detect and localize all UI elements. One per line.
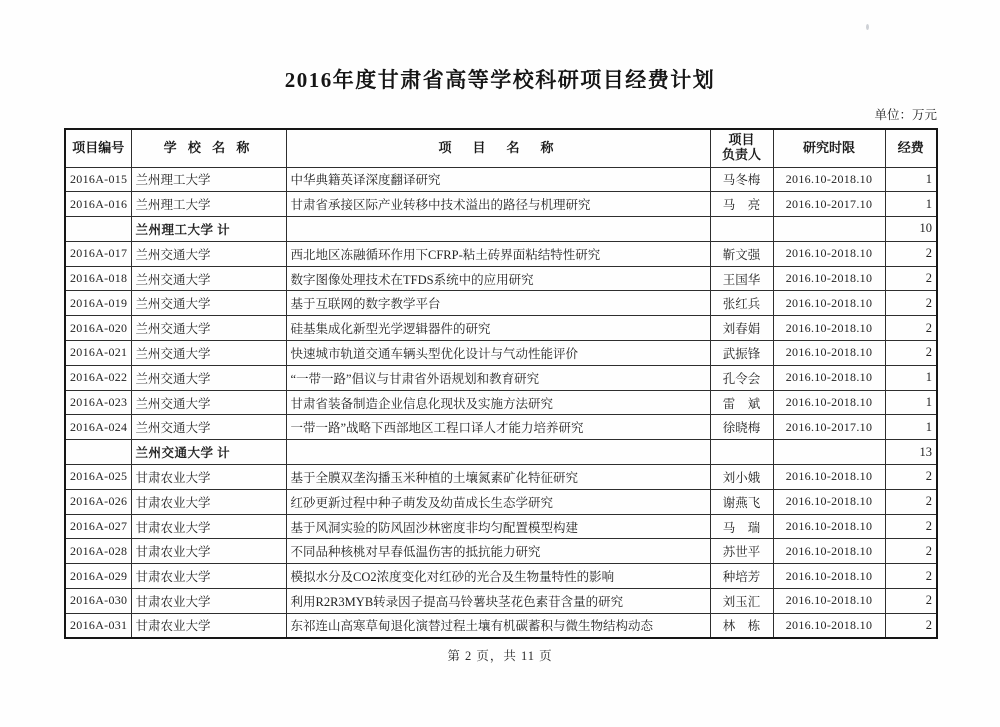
table-row	[65, 217, 937, 242]
cell-project-leader	[710, 440, 773, 465]
cell-funding: 2	[885, 465, 937, 490]
cell-research-period	[773, 440, 885, 465]
header-funding: 经费	[885, 129, 937, 167]
cell-school-name: 兰州交通大学	[131, 390, 286, 415]
cell-project-name: 西北地区冻融循环作用下CFRP-粘土砖界面粘结特性研究	[286, 241, 710, 266]
cell-project-leader: 孔令会	[710, 365, 773, 390]
cell-funding: 2	[885, 316, 937, 341]
header-project-leader-line1: 项目	[728, 132, 755, 148]
cell-project-id: 2016A-021	[65, 341, 131, 366]
table-row	[65, 539, 937, 564]
cell-research-period: 2016.10-2018.10	[773, 613, 885, 638]
table-row	[65, 489, 937, 514]
cell-project-id: 2016A-016	[65, 192, 131, 217]
table-row	[65, 415, 937, 440]
table-row	[65, 316, 937, 341]
funding-table	[64, 128, 938, 639]
document-title: 2016年度甘肃省高等学校科研项目经费计划	[284, 68, 716, 92]
cell-project-name: 红砂更新过程中种子萌发及幼苗成长生态学研究	[286, 489, 710, 514]
cell-school-name: 甘肃农业大学	[131, 489, 286, 514]
table-row	[65, 192, 937, 217]
table-row	[65, 440, 937, 465]
cell-project-leader: 刘玉汇	[710, 589, 773, 614]
cell-project-id: 2016A-026	[65, 489, 131, 514]
cell-project-leader: 刘小娥	[710, 465, 773, 490]
cell-project-id: 2016A-027	[65, 514, 131, 539]
table-row	[65, 241, 937, 266]
cell-project-name: 不同品种核桃对早春低温伤害的抵抗能力研究	[286, 539, 710, 564]
cell-funding: 2	[885, 514, 937, 539]
cell-research-period: 2016.10-2018.10	[773, 316, 885, 341]
cell-school-name: 甘肃农业大学	[131, 465, 286, 490]
table-row	[65, 167, 937, 192]
cell-funding: 2	[885, 489, 937, 514]
cell-project-name: 一带一路”战略下西部地区工程口译人才能力培养研究	[286, 415, 710, 440]
cell-research-period: 2016.10-2018.10	[773, 489, 885, 514]
cell-project-id: 2016A-030	[65, 589, 131, 614]
cell-school-name: 甘肃农业大学	[131, 564, 286, 589]
cell-research-period: 2016.10-2018.10	[773, 241, 885, 266]
cell-project-id: 2016A-019	[65, 291, 131, 316]
cell-school-name: 甘肃农业大学	[131, 613, 286, 638]
cell-project-name: 中华典籍英译深度翻译研究	[286, 167, 710, 192]
cell-school-name: 兰州交通大学	[131, 316, 286, 341]
table-row	[65, 514, 937, 539]
cell-research-period: 2016.10-2017.10	[773, 415, 885, 440]
cell-funding: 1	[885, 192, 937, 217]
cell-project-id: 2016A-022	[65, 365, 131, 390]
cell-project-name: 数字图像处理技术在TFDS系统中的应用研究	[286, 266, 710, 291]
table-row	[65, 465, 937, 490]
cell-project-name: 快速城市轨道交通车辆头型优化设计与气动性能评价	[286, 341, 710, 366]
table-row	[65, 266, 937, 291]
cell-funding: 1	[885, 390, 937, 415]
cell-research-period: 2016.10-2018.10	[773, 341, 885, 366]
cell-research-period: 2016.10-2018.10	[773, 514, 885, 539]
cell-project-id	[65, 217, 131, 242]
cell-school-name: 兰州理工大学	[131, 167, 286, 192]
cell-project-leader: 王国华	[710, 266, 773, 291]
cell-research-period: 2016.10-2018.10	[773, 465, 885, 490]
cell-project-id: 2016A-015	[65, 167, 131, 192]
cell-project-id: 2016A-025	[65, 465, 131, 490]
cell-project-name: 利用R2R3MYB转录因子提高马铃薯块茎花色素苷含量的研究	[286, 589, 710, 614]
cell-school-name: 兰州交通大学	[131, 341, 286, 366]
cell-project-name	[286, 217, 710, 242]
cell-school-name: 兰州交通大学 计	[131, 440, 286, 465]
cell-project-id: 2016A-017	[65, 241, 131, 266]
cell-funding: 2	[885, 341, 937, 366]
cell-school-name: 兰州交通大学	[131, 365, 286, 390]
header-research-period: 研究时限	[773, 129, 885, 167]
table-body	[65, 167, 937, 638]
cell-funding: 2	[885, 564, 937, 589]
cell-project-id: 2016A-023	[65, 390, 131, 415]
cell-school-name: 甘肃农业大学	[131, 589, 286, 614]
cell-project-leader: 马 亮	[710, 192, 773, 217]
cell-project-name: 硅基集成化新型光学逻辑器件的研究	[286, 316, 710, 341]
table-row	[65, 291, 937, 316]
cell-project-leader: 雷 斌	[710, 390, 773, 415]
cell-project-leader: 徐晓梅	[710, 415, 773, 440]
cell-project-leader: 马 瑞	[710, 514, 773, 539]
cell-school-name: 甘肃农业大学	[131, 514, 286, 539]
cell-project-id	[65, 440, 131, 465]
cell-project-leader: 张红兵	[710, 291, 773, 316]
cell-research-period	[773, 217, 885, 242]
cell-project-id: 2016A-029	[65, 564, 131, 589]
cell-project-leader: 林 栋	[710, 613, 773, 638]
header-project-name: 项 目 名 称	[286, 129, 710, 167]
cell-project-leader: 武振锋	[710, 341, 773, 366]
cell-funding: 1	[885, 167, 937, 192]
header-project-leader-line2: 负责人	[721, 147, 761, 163]
cell-project-leader: 马冬梅	[710, 167, 773, 192]
cell-project-name: 基于互联网的数字教学平台	[286, 291, 710, 316]
header-school-name: 学 校 名 称	[131, 129, 286, 167]
cell-project-leader: 种培芳	[710, 564, 773, 589]
cell-funding: 2	[885, 241, 937, 266]
page-number-footer: 第 2 页，共 11 页	[447, 649, 553, 663]
cell-school-name: 兰州交通大学	[131, 241, 286, 266]
table-header-row	[65, 129, 937, 167]
cell-project-leader: 谢燕飞	[710, 489, 773, 514]
cell-school-name: 兰州交通大学	[131, 266, 286, 291]
cell-project-id: 2016A-020	[65, 316, 131, 341]
cell-project-name: 东祁连山高寒草甸退化演替过程土壤有机碳蓄积与微生物结构动态	[286, 613, 710, 638]
cell-funding: 1	[885, 365, 937, 390]
cell-project-name: 模拟水分及CO2浓度变化对红砂的光合及生物量特性的影响	[286, 564, 710, 589]
cell-research-period: 2016.10-2018.10	[773, 167, 885, 192]
cell-research-period: 2016.10-2018.10	[773, 539, 885, 564]
cell-project-leader: 靳文强	[710, 241, 773, 266]
cell-school-name: 兰州交通大学	[131, 415, 286, 440]
cell-project-name: 基于全膜双垄沟播玉米种植的土壤氮素矿化特征研究	[286, 465, 710, 490]
unit-note: 单位：万元	[874, 108, 937, 122]
cell-project-id: 2016A-028	[65, 539, 131, 564]
cell-project-id: 2016A-018	[65, 266, 131, 291]
cell-project-leader: 刘春娟	[710, 316, 773, 341]
cell-funding: 2	[885, 539, 937, 564]
table-row	[65, 589, 937, 614]
cell-school-name: 兰州交通大学	[131, 291, 286, 316]
cell-funding: 1	[885, 415, 937, 440]
cell-research-period: 2016.10-2018.10	[773, 266, 885, 291]
cell-project-id: 2016A-031	[65, 613, 131, 638]
cell-project-leader	[710, 217, 773, 242]
cell-funding: 2	[885, 266, 937, 291]
table-row	[65, 613, 937, 638]
cell-school-name: 兰州理工大学	[131, 192, 286, 217]
cell-school-name: 兰州理工大学 计	[131, 217, 286, 242]
cell-research-period: 2016.10-2018.10	[773, 589, 885, 614]
cell-research-period: 2016.10-2018.10	[773, 365, 885, 390]
table-row	[65, 564, 937, 589]
cell-school-name: 甘肃农业大学	[131, 539, 286, 564]
table-row	[65, 341, 937, 366]
header-project-leader	[710, 129, 773, 167]
scan-speck	[866, 24, 869, 30]
cell-funding: 2	[885, 589, 937, 614]
cell-funding: 2	[885, 613, 937, 638]
table-row	[65, 390, 937, 415]
cell-research-period: 2016.10-2017.10	[773, 192, 885, 217]
cell-research-period: 2016.10-2018.10	[773, 564, 885, 589]
cell-project-name	[286, 440, 710, 465]
cell-research-period: 2016.10-2018.10	[773, 291, 885, 316]
cell-project-leader: 苏世平	[710, 539, 773, 564]
cell-project-name: 基于风洞实验的防风固沙林密度非均匀配置模型构建	[286, 514, 710, 539]
cell-funding: 13	[885, 440, 937, 465]
cell-project-name: “一带一路”倡议与甘肃省外语规划和教育研究	[286, 365, 710, 390]
cell-project-id: 2016A-024	[65, 415, 131, 440]
cell-funding: 10	[885, 217, 937, 242]
cell-project-name: 甘肃省装备制造企业信息化现状及实施方法研究	[286, 390, 710, 415]
cell-research-period: 2016.10-2018.10	[773, 390, 885, 415]
header-project-id: 项目编号	[65, 129, 131, 167]
cell-funding: 2	[885, 291, 937, 316]
table-row	[65, 365, 937, 390]
cell-project-name: 甘肃省承接区际产业转移中技术溢出的路径与机理研究	[286, 192, 710, 217]
